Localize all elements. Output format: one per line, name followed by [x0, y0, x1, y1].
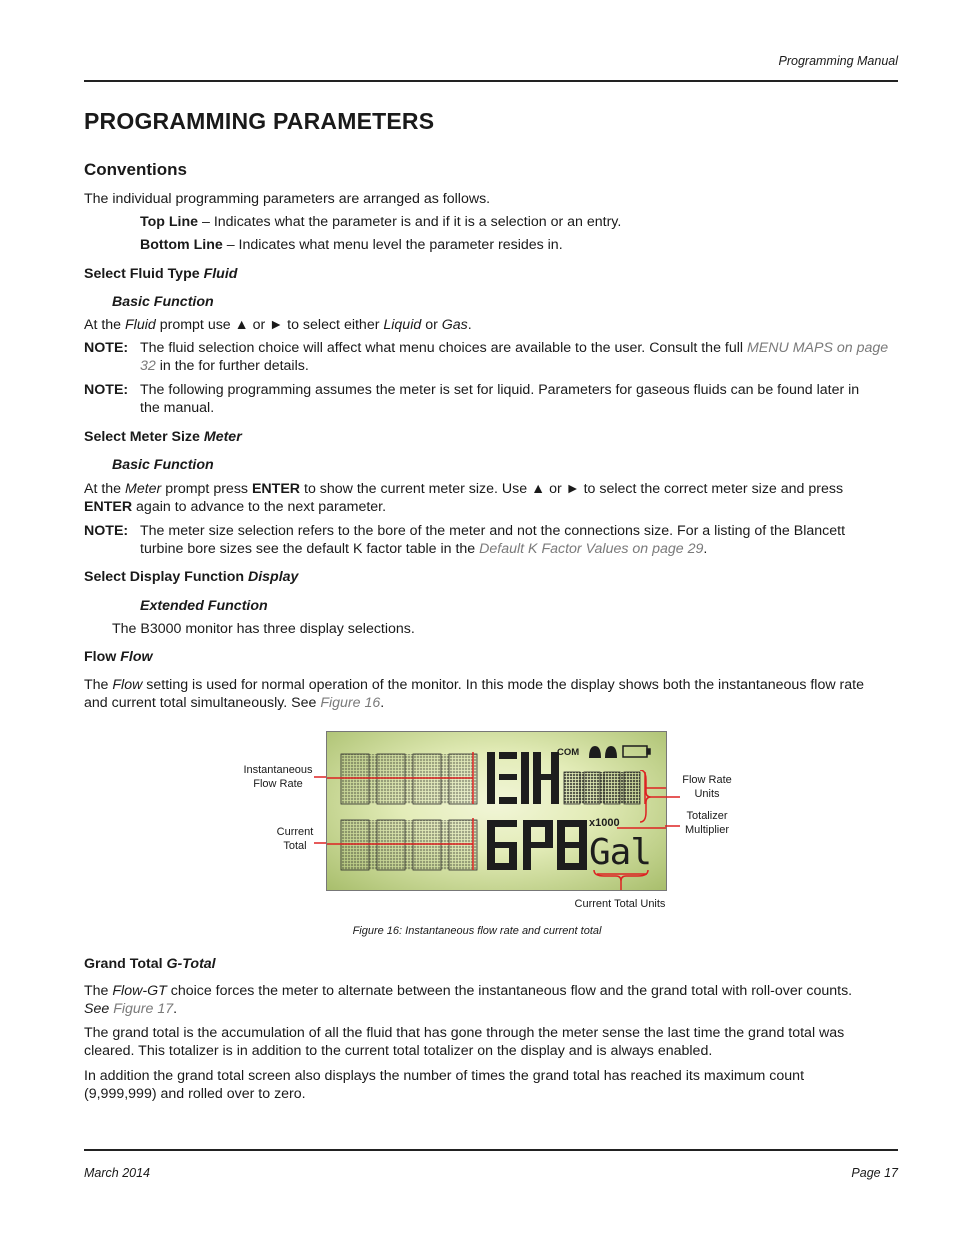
fluid-heading — [84, 265, 237, 283]
meter-text: to show the current meter size. Use ▲ or ► to select the correct meter size and press — [300, 481, 844, 497]
top-line-row — [140, 213, 621, 231]
page-title: PROGRAMMING PARAMETERS — [84, 108, 435, 134]
label-instantaneous-flow-rate — [236, 763, 320, 791]
fluid-text: . — [467, 317, 472, 333]
flow-text: . — [380, 695, 385, 711]
gtotal-paragraph-2 — [84, 1024, 900, 1060]
top-line-label: Top Line — [140, 214, 199, 230]
conventions-intro: The individual programming parameters are arranged as follows. — [84, 191, 491, 207]
battery-icon — [623, 746, 650, 757]
display-heading-text: Select Display Function — [84, 569, 248, 585]
gtotal-paragraph-1 — [84, 982, 900, 1018]
menu-maps-page-link[interactable]: 32 — [140, 358, 156, 374]
label-current-total — [262, 825, 328, 853]
figure-16-link[interactable]: Figure 16 — [320, 695, 381, 711]
conventions-heading: Conventions — [84, 160, 187, 179]
alarm-bell-icons — [589, 746, 617, 758]
bottom-line-row — [140, 236, 563, 254]
meter-text: prompt press — [161, 481, 252, 497]
note-text: . — [703, 541, 708, 557]
note-text: in the for further details. — [155, 358, 309, 374]
label-text: Flow Rate — [253, 778, 303, 790]
display-paragraph: The B3000 monitor has three display selections. — [112, 621, 415, 637]
fluid-paragraph — [84, 316, 472, 334]
fluid-text: At the — [84, 317, 126, 333]
flow-text: setting is used for normal operation of the monitor. In this mode the display shows both the instantaneous flow rate — [142, 677, 864, 693]
com-indicator: COM — [557, 747, 580, 758]
flow-text: The — [84, 677, 113, 693]
top-line-text: – Indicates what the parameter is and if it is a selection or an entry. — [198, 214, 622, 230]
flow-heading — [84, 648, 153, 666]
flow-text: and current total simultaneously. See — [84, 695, 321, 711]
fluid-text: Fluid — [125, 317, 156, 333]
note-text: The following programming assumes the meter is set for liquid. Parameters for gaseous fluids can be found later in — [140, 382, 860, 398]
note-text: turbine bore sizes see the default K factor table in the — [140, 541, 480, 557]
gtotal-text: choice forces the meter to alternate between the instantaneous flow and the grand total with roll-over counts. — [166, 983, 853, 999]
gtotal-text: cleared. This totalizer is in addition to the current total totalizer on the display and is always enabled. — [84, 1043, 713, 1059]
label-text: Current — [276, 826, 314, 838]
flow-paragraph — [84, 676, 900, 712]
fluid-text: or — [421, 317, 442, 333]
figure-17-link[interactable]: Figure 17 — [113, 1001, 174, 1017]
gtotal-heading-text: Grand Total — [84, 956, 167, 972]
gtotal-text: The — [84, 983, 113, 999]
fluid-text: Liquid — [383, 317, 422, 333]
meter-text: again to advance to the next parameter. — [132, 499, 387, 515]
footer-date: March 2014 — [84, 1166, 151, 1180]
fluid-text: prompt use ▲ or ► to select either — [155, 317, 384, 333]
note-text: the manual. — [140, 400, 215, 416]
flow-heading-param: Flow — [120, 649, 153, 665]
meter-text: At the — [84, 481, 126, 497]
note-text: The meter size selection refers to the bore of the meter and not the connections size. For a listing of the Blancett — [140, 523, 846, 539]
gtotal-heading-param: G-Total — [166, 956, 216, 972]
label-text: Units — [694, 788, 720, 800]
meter-note — [140, 522, 900, 558]
meter-heading — [84, 428, 242, 446]
gtotal-text: . — [173, 1001, 178, 1017]
note-text: The fluid selection choice will affect what menu choices are available to the user. Consult the full — [140, 340, 747, 356]
label-current-total-units: Current Total Units — [574, 898, 666, 910]
label-totalizer-multiplier — [672, 809, 742, 837]
meter-sub-heading: Basic Function — [112, 457, 214, 473]
note-label: NOTE: — [84, 382, 129, 398]
enter-key: ENTER — [84, 499, 133, 515]
gtotal-text: Flow-GT — [112, 983, 167, 999]
display-heading — [84, 568, 298, 586]
gtotal-text: (9,999,999) and rolled over to zero. — [84, 1086, 306, 1102]
gtotal-text: See — [84, 1001, 114, 1017]
note-label: NOTE: — [84, 340, 129, 356]
fluid-note-1 — [140, 339, 900, 375]
meter-heading-param: Meter — [203, 429, 242, 445]
label-text: Instantaneous — [243, 764, 313, 776]
label-text: Flow Rate — [682, 774, 732, 786]
k-factor-link[interactable]: Default K Factor Values on page 29 — [479, 541, 704, 557]
figure-caption: Figure 16: Instantaneous flow rate and current total — [352, 925, 602, 937]
meter-paragraph — [84, 480, 900, 516]
flow-text: Flow — [112, 677, 143, 693]
fluid-heading-text: Select Fluid Type — [84, 266, 204, 282]
gal-units: Gal — [589, 832, 652, 873]
gtotal-text: In addition the grand total screen also displays the number of times the grand total has reached its maximum count — [84, 1068, 805, 1084]
enter-key: ENTER — [251, 481, 301, 497]
footer-page-number: Page 17 — [851, 1166, 898, 1180]
figure-callouts — [300, 770, 700, 910]
footer-rule — [84, 1149, 898, 1151]
running-header: Programming Manual — [778, 54, 898, 68]
fluid-note-2 — [140, 381, 900, 417]
gtotal-paragraph-3 — [84, 1067, 900, 1103]
x1000-indicator: x1000 — [589, 817, 620, 829]
label-text: Multiplier — [684, 824, 729, 836]
fluid-text: Gas — [441, 317, 468, 333]
menu-maps-link[interactable]: MENU MAPS on page — [746, 340, 889, 356]
label-text: Totalizer — [686, 810, 728, 822]
gtotal-heading — [84, 955, 216, 973]
fluid-sub-heading: Basic Function — [112, 294, 214, 310]
fluid-heading-param: Fluid — [203, 266, 238, 282]
label-flow-rate-units — [672, 773, 742, 801]
display-sub-heading: Extended Function — [140, 598, 268, 614]
gtotal-text: The grand total is the accumulation of all the fluid that has gone through the meter sense the last time the grand total was — [84, 1025, 845, 1041]
bottom-line-text: – Indicates what menu level the parameter resides in. — [222, 237, 563, 253]
meter-heading-text: Select Meter Size — [84, 429, 204, 445]
meter-text: Meter — [125, 481, 162, 497]
label-text: Total — [283, 840, 307, 852]
flow-heading-text: Flow — [84, 649, 121, 665]
display-heading-param: Display — [247, 569, 299, 585]
header-rule — [84, 80, 898, 82]
note-label: NOTE: — [84, 523, 129, 539]
bottom-line-label: Bottom Line — [140, 237, 223, 253]
